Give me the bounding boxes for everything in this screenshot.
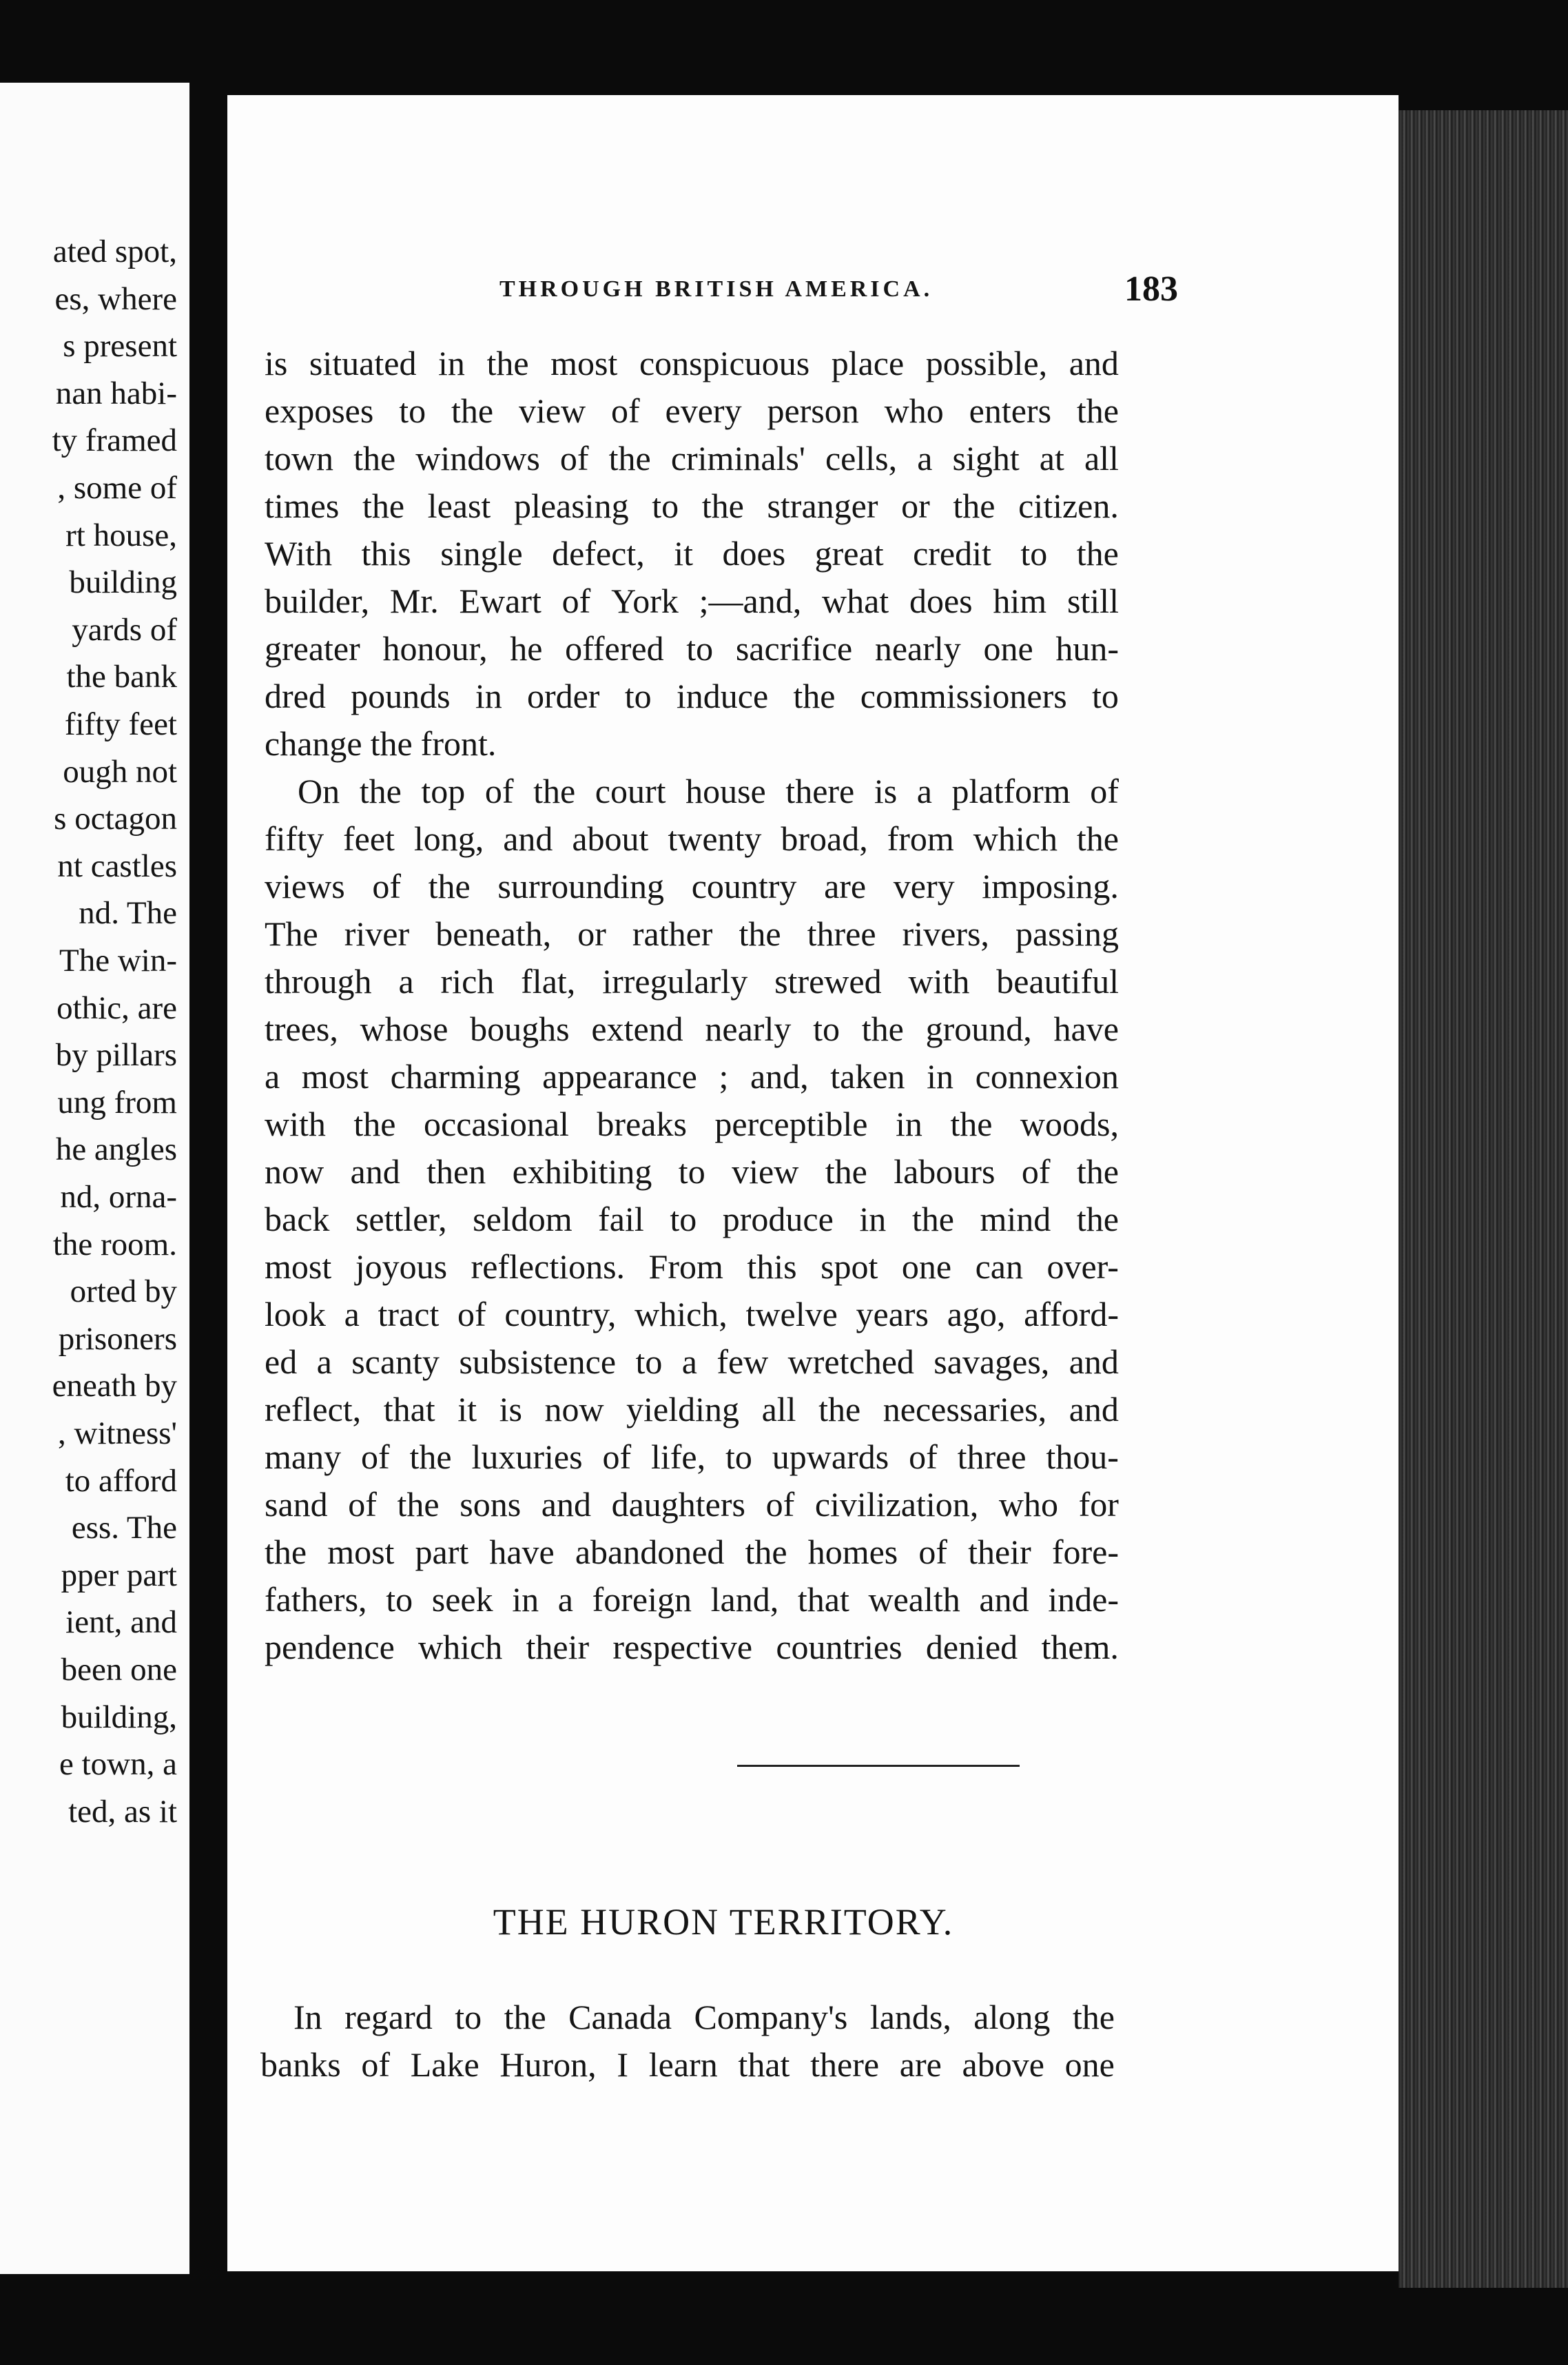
facing-page-line: s present — [63, 328, 177, 365]
facing-page-line: ough not — [63, 753, 177, 790]
text-line: trees, whose boughs extend nearly to the ground, have — [265, 1010, 1119, 1048]
facing-page-line: ty framed — [52, 422, 177, 459]
text-line: through a rich flat, irregularly strewed with beautiful — [265, 962, 1119, 1001]
text-line: The river beneath, or rather the three rivers, passing — [265, 914, 1119, 953]
text-line: With this single defect, it does great credit to the — [265, 534, 1119, 573]
facing-page-line: The win- — [59, 943, 177, 979]
text-line: On the top of the court house there is a platform of — [298, 772, 1119, 810]
text-line: back settler, seldom fail to produce in the mind the — [265, 1200, 1119, 1238]
facing-page-line: nt castles — [57, 848, 177, 884]
facing-page-line: es, where — [54, 280, 177, 317]
text-line: In regard to the Canada Company's lands, along the — [293, 1998, 1115, 2036]
text-line: look a tract of country, which, twelve years ago, afford- — [265, 1295, 1119, 1333]
text-line: a most charming appearance ; and, taken in connexion — [265, 1057, 1119, 1096]
facing-page-line: building — [69, 564, 177, 601]
facing-page-line: nan habi- — [55, 375, 177, 411]
page-stack-edge — [1399, 110, 1568, 2288]
text-line: builder, Mr. Ewart of York ;—and, what does him still — [265, 582, 1119, 620]
text-line: greater honour, he offered to sacrifice nearly one hun- — [265, 629, 1119, 668]
text-line: sand of the sons and daughters of civilization, who for — [265, 1485, 1119, 1524]
text-line: exposes to the view of every person who enters the — [265, 391, 1119, 430]
text-line: pendence which their respective countries denied them. — [265, 1628, 1119, 1666]
facing-page-line: yards of — [72, 611, 177, 648]
text-line: now and then exhibiting to view the labours of the — [265, 1152, 1119, 1191]
facing-page-fragment — [0, 83, 189, 2274]
body-text — [265, 340, 1119, 1671]
facing-page-line: pper part — [61, 1557, 177, 1593]
text-line: reflect, that it is now yielding all the necessaries, and — [265, 1390, 1119, 1429]
facing-page-line: the bank — [66, 659, 177, 695]
section-paragraph — [260, 1994, 1115, 2089]
text-line: banks of Lake Huron, I learn that there are above one — [260, 2045, 1115, 2084]
text-line: ed a scanty subsistence to a few wretched savages, and — [265, 1342, 1119, 1381]
facing-page-line: , some of — [57, 470, 177, 506]
text-line: dred pounds in order to induce the commissioners to — [265, 677, 1119, 715]
text-line: fathers, to seek in a foreign land, that wealth and inde- — [265, 1580, 1119, 1619]
text-line: views of the surrounding country are very imposing. — [265, 867, 1119, 905]
facing-page-line: ung from — [57, 1084, 177, 1120]
paragraph-1 — [265, 340, 1119, 768]
facing-page-line: fifty feet — [64, 706, 177, 742]
facing-page-line: by pillars — [55, 1037, 177, 1074]
facing-page-line: been one — [61, 1652, 177, 1688]
facing-page-line: eneath by — [52, 1368, 177, 1404]
section-divider — [737, 1765, 1020, 1767]
paragraph-2 — [265, 768, 1119, 1671]
text-line: most joyous reflections. From this spot one can over- — [265, 1247, 1119, 1286]
facing-page-line: ess. The — [71, 1510, 177, 1546]
facing-page-line: orted by — [70, 1273, 177, 1310]
facing-page-line: to afford — [65, 1462, 177, 1499]
text-line: is situated in the most conspicuous place possible, and — [265, 344, 1119, 382]
facing-page-line: the room. — [52, 1226, 177, 1262]
facing-page-line: ted, as it — [68, 1793, 177, 1830]
text-line: times the least pleasing to the stranger or the citizen. — [265, 487, 1119, 525]
page-number: 183 — [1124, 269, 1178, 309]
facing-page-line: othic, are — [56, 990, 177, 1026]
facing-page-line: nd. The — [79, 895, 177, 932]
facing-page-line: , witness' — [58, 1415, 177, 1451]
facing-page-line: building, — [61, 1699, 177, 1735]
facing-page-line: e town, a — [59, 1746, 177, 1783]
facing-page-line: ated spot, — [52, 234, 177, 269]
facing-page-line: ient, and — [65, 1604, 177, 1641]
facing-page-line: rt house, — [65, 517, 177, 553]
text-line: many of the luxuries of life, to upwards of three thou- — [265, 1437, 1119, 1476]
text-line: the most part have abandoned the homes of their fore- — [265, 1533, 1119, 1571]
text-line: with the occasional breaks perceptible in the woods, — [265, 1105, 1119, 1143]
facing-page-line: he angles — [55, 1132, 177, 1168]
section-title: THE HURON TERRITORY. — [493, 1901, 954, 1943]
text-line: fifty feet long, and about twenty broad, from which the — [265, 819, 1119, 858]
facing-page-line: nd, orna- — [60, 1179, 177, 1215]
facing-page-line: s octagon — [54, 801, 177, 837]
text-line: change the front. — [265, 724, 497, 763]
book-page — [227, 95, 1399, 2271]
running-head: THROUGH BRITISH AMERICA. — [499, 276, 933, 302]
text-line: town the windows of the criminals' cells, a sight at all — [265, 439, 1119, 478]
facing-page-line: prisoners — [58, 1320, 177, 1357]
